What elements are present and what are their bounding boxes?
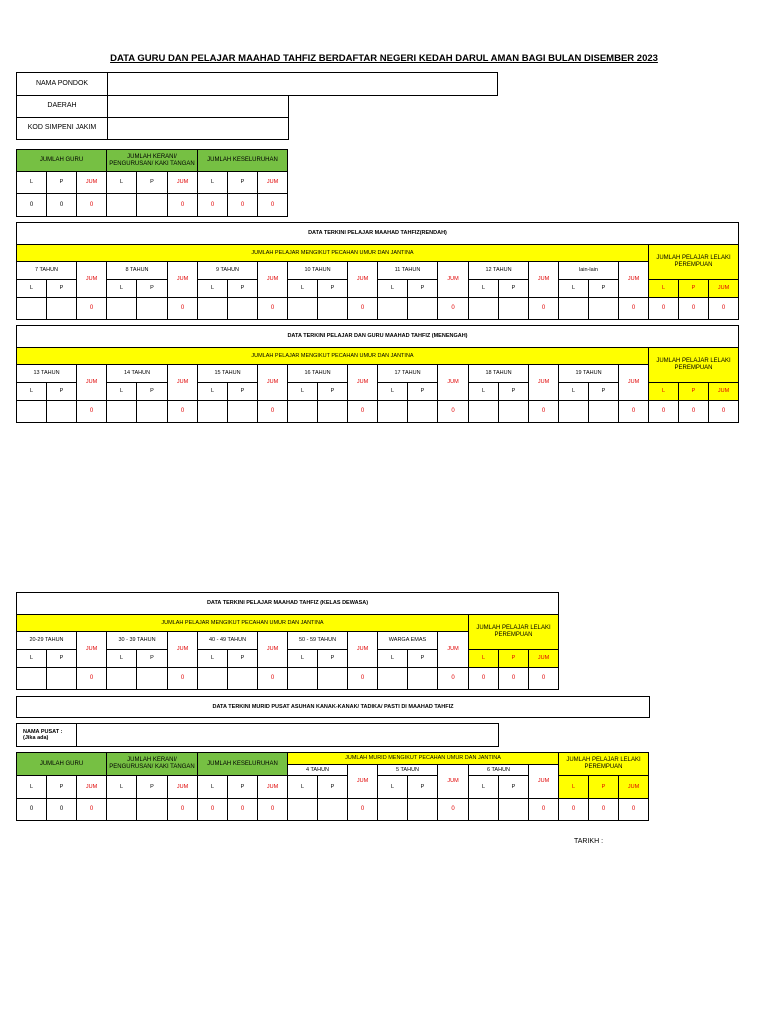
menengah-p-header: P	[407, 382, 438, 401]
rendah-total-p-header: P	[678, 279, 709, 298]
rendah-jum-value[interactable]: 0	[167, 297, 198, 320]
dewasa-l-header: L	[16, 649, 47, 668]
staff-value-cell[interactable]: 0	[227, 798, 258, 821]
rendah-p-header: P	[407, 279, 438, 298]
menengah-l-cell[interactable]	[197, 400, 228, 423]
dewasa-l-cell[interactable]	[377, 667, 408, 690]
daerah-field[interactable]	[107, 95, 289, 118]
rendah-p-header: P	[136, 279, 168, 298]
menengah-p-cell[interactable]	[498, 400, 529, 423]
menengah-p-cell[interactable]	[588, 400, 619, 423]
dewasa-jum-header: JUM	[257, 631, 288, 668]
rendah-age-header: 9 TAHUN	[197, 261, 258, 280]
tadika-p-cell[interactable]	[407, 798, 438, 821]
rendah-age-header: lain-lain	[558, 261, 619, 280]
rendah-jum-header: JUM	[437, 261, 469, 298]
tadika-jum-header: JUM	[437, 764, 469, 799]
menengah-l-cell[interactable]	[468, 400, 499, 423]
menengah-p-cell[interactable]	[136, 400, 168, 423]
dewasa-jum-value[interactable]: 0	[76, 667, 107, 690]
rendah-total-l-value[interactable]: 0	[648, 297, 679, 320]
menengah-jum-header: JUM	[76, 364, 107, 401]
rendah-age-header: 8 TAHUN	[106, 261, 168, 280]
menengah-jum-value[interactable]: 0	[618, 400, 649, 423]
menengah-total-jum-value[interactable]: 0	[708, 400, 739, 423]
jumlah-guru-header: JUMLAH GURU	[16, 149, 107, 172]
dewasa-jum-header: JUM	[437, 631, 469, 668]
rendah-subheader: JUMLAH PELAJAR MENGIKUT PECAHAN UMUR DAN JANTINA	[16, 244, 649, 262]
dewasa-jum-value[interactable]: 0	[437, 667, 469, 690]
kod-simpeni-label: KOD SIMPENI JAKIM	[16, 117, 108, 140]
rendah-total-label: JUMLAH PELAJAR LELAKI PEREMPUAN	[648, 244, 739, 280]
staff-value-cell[interactable]: 0	[197, 193, 228, 217]
rendah-jum-value[interactable]: 0	[618, 297, 649, 320]
jumlah-guru-header: JUMLAH GURU	[16, 752, 107, 776]
tadika-title: DATA TERKINI MURID PUSAT ASUHAN KANAK-KANAK/ TADIKA/ PASTI DI MAAHAD TAHFIZ	[16, 696, 650, 718]
staff-value-cell[interactable]: 0	[257, 193, 288, 217]
dewasa-l-cell[interactable]	[16, 667, 47, 690]
rendah-p-cell[interactable]	[498, 297, 529, 320]
rendah-p-cell[interactable]	[407, 297, 438, 320]
tadika-l-cell[interactable]	[468, 798, 499, 821]
tadika-jum-header: JUM	[347, 764, 378, 799]
rendah-total-jum-value[interactable]: 0	[708, 297, 739, 320]
tadika-jum-value[interactable]: 0	[528, 798, 559, 821]
daerah-label: DAERAH	[16, 95, 108, 118]
menengah-p-header: P	[136, 382, 168, 401]
nama-pondok-field[interactable]	[107, 72, 498, 96]
staff-value-cell[interactable]: 0	[16, 798, 47, 821]
rendah-p-header: P	[227, 279, 258, 298]
rendah-l-header: L	[377, 279, 408, 298]
kod-simpeni-field[interactable]	[107, 117, 289, 140]
jumlah-keseluruhan-header: JUMLAH KESELURUHAN	[197, 752, 288, 776]
rendah-p-cell[interactable]	[317, 297, 348, 320]
rendah-jum-value[interactable]: 0	[347, 297, 378, 320]
dewasa-jum-value[interactable]: 0	[167, 667, 198, 690]
menengah-p-header: P	[46, 382, 77, 401]
dewasa-age-header: 40 - 49 TAHUN	[197, 631, 258, 650]
tadika-jum-header: JUM	[528, 764, 559, 799]
rendah-jum-value[interactable]: 0	[528, 297, 559, 320]
menengah-age-header: 15 TAHUN	[197, 364, 258, 383]
menengah-total-label: JUMLAH PELAJAR LELAKI PEREMPUAN	[648, 347, 739, 383]
staff-value-cell[interactable]: 0	[76, 798, 107, 821]
rendah-p-cell[interactable]	[588, 297, 619, 320]
nama-pondok-label: NAMA PONDOK	[16, 72, 108, 96]
menengah-jum-value[interactable]: 0	[257, 400, 288, 423]
jumlah-kerani-header: JUMLAH KERANI/ PENGURUSAN/ KAKI TANGAN	[106, 752, 198, 776]
menengah-l-cell[interactable]	[287, 400, 318, 423]
tadika-l-header: L	[377, 775, 408, 799]
menengah-jum-value[interactable]: 0	[437, 400, 469, 423]
rendah-total-jum-header: JUM	[708, 279, 739, 298]
dewasa-subheader: JUMLAH PELAJAR MENGIKUT PECAHAN UMUR DAN JANTINA	[16, 614, 469, 632]
menengah-jum-header: JUM	[618, 364, 649, 401]
tadika-total-p-value[interactable]: 0	[588, 798, 619, 821]
staff-l-header: L	[16, 171, 47, 194]
menengah-total-p-value[interactable]: 0	[678, 400, 709, 423]
staff-value-cell[interactable]: 0	[197, 798, 228, 821]
menengah-p-header: P	[588, 382, 619, 401]
staff-value-cell[interactable]	[106, 193, 137, 217]
rendah-l-cell[interactable]	[106, 297, 137, 320]
menengah-l-cell[interactable]	[106, 400, 137, 423]
staff-jum-header: JUM	[76, 775, 107, 799]
dewasa-p-header: P	[136, 649, 168, 668]
staff-value-cell[interactable]: 0	[257, 798, 288, 821]
tadika-p-header: P	[317, 775, 348, 799]
tadika-total-label: JUMLAH PELAJAR LELAKI PEREMPUAN	[558, 752, 649, 776]
rendah-l-header: L	[287, 279, 318, 298]
dewasa-l-cell[interactable]	[106, 667, 137, 690]
rendah-l-cell[interactable]	[287, 297, 318, 320]
rendah-jum-header: JUM	[167, 261, 198, 298]
menengah-age-header: 19 TAHUN	[558, 364, 619, 383]
menengah-age-header: 14 TAHUN	[106, 364, 168, 383]
tadika-p-header: P	[498, 775, 529, 799]
dewasa-jum-header: JUM	[76, 631, 107, 668]
menengah-l-cell[interactable]	[558, 400, 589, 423]
menengah-p-header: P	[227, 382, 258, 401]
staff-l-header: L	[16, 775, 47, 799]
rendah-l-header: L	[468, 279, 499, 298]
staff-jum-header: JUM	[76, 171, 107, 194]
tadika-subheader: JUMLAH MURID MENGIKUT PECAHAN UMUR DAN JANTINA	[287, 752, 559, 765]
staff-p-header: P	[227, 775, 258, 799]
staff-p-header: P	[136, 775, 168, 799]
rendah-age-header: 7 TAHUN	[16, 261, 77, 280]
tadika-total-l-header: L	[558, 775, 589, 799]
dewasa-total-p-value[interactable]: 0	[498, 667, 529, 690]
tadika-age-header: 6 TAHUN	[468, 764, 529, 776]
staff-p-header: P	[46, 171, 77, 194]
rendah-p-header: P	[588, 279, 619, 298]
dewasa-age-header: 50 - 59 TAHUN	[287, 631, 348, 650]
staff-l-header: L	[197, 171, 228, 194]
tadika-age-header: 4 TAHUN	[287, 764, 348, 776]
rendah-total-p-value[interactable]: 0	[678, 297, 709, 320]
dewasa-p-cell[interactable]	[317, 667, 348, 690]
menengah-l-header: L	[558, 382, 589, 401]
rendah-l-cell[interactable]	[468, 297, 499, 320]
dewasa-p-header: P	[227, 649, 258, 668]
tadika-jum-value[interactable]: 0	[347, 798, 378, 821]
dewasa-p-header: P	[407, 649, 438, 668]
menengah-l-header: L	[468, 382, 499, 401]
rendah-title: DATA TERKINI PELAJAR MAAHAD TAHFIZ(RENDAH)	[16, 222, 739, 245]
tadika-l-cell[interactable]	[377, 798, 408, 821]
tadika-l-header: L	[468, 775, 499, 799]
menengah-l-header: L	[377, 382, 408, 401]
menengah-l-header: L	[16, 382, 47, 401]
menengah-total-l-header: L	[648, 382, 679, 401]
staff-l-header: L	[197, 775, 228, 799]
staff-l-header: L	[106, 775, 137, 799]
menengah-l-header: L	[106, 382, 137, 401]
menengah-p-cell[interactable]	[227, 400, 258, 423]
rendah-jum-value[interactable]: 0	[257, 297, 288, 320]
menengah-jum-header: JUM	[167, 364, 198, 401]
jumlah-keseluruhan-header: JUMLAH KESELURUHAN	[197, 149, 288, 172]
rendah-l-header: L	[16, 279, 47, 298]
menengah-total-jum-header: JUM	[708, 382, 739, 401]
menengah-p-header: P	[317, 382, 348, 401]
staff-value-cell[interactable]: 0	[46, 798, 77, 821]
tadika-p-header: P	[407, 775, 438, 799]
staff-value-cell[interactable]	[106, 798, 137, 821]
menengah-age-header: 17 TAHUN	[377, 364, 438, 383]
menengah-age-header: 13 TAHUN	[16, 364, 77, 383]
rendah-l-header: L	[106, 279, 137, 298]
menengah-l-cell[interactable]	[377, 400, 408, 423]
menengah-total-p-header: P	[678, 382, 709, 401]
menengah-jum-header: JUM	[347, 364, 378, 401]
jika-ada-text: (Jika ada)	[23, 735, 49, 741]
rendah-jum-header: JUM	[528, 261, 559, 298]
staff-value-cell[interactable]	[136, 798, 168, 821]
dewasa-l-cell[interactable]	[197, 667, 228, 690]
nama-pusat-field[interactable]	[76, 723, 499, 747]
dewasa-total-l-value[interactable]: 0	[468, 667, 499, 690]
staff-value-cell[interactable]	[136, 193, 168, 217]
staff-p-header: P	[46, 775, 77, 799]
tadika-p-cell[interactable]	[498, 798, 529, 821]
dewasa-l-cell[interactable]	[287, 667, 318, 690]
dewasa-l-header: L	[287, 649, 318, 668]
dewasa-jum-value[interactable]: 0	[347, 667, 378, 690]
menengah-age-header: 16 TAHUN	[287, 364, 348, 383]
menengah-jum-header: JUM	[257, 364, 288, 401]
jumlah-kerani-header: JUMLAH KERANI/ PENGURUSAN/ KAKI TANGAN	[106, 149, 198, 172]
rendah-p-cell[interactable]	[136, 297, 168, 320]
rendah-l-header: L	[197, 279, 228, 298]
rendah-l-cell[interactable]	[377, 297, 408, 320]
dewasa-jum-value[interactable]: 0	[257, 667, 288, 690]
staff-value-cell[interactable]: 0	[167, 798, 198, 821]
page-title: DATA GURU DAN PELAJAR MAAHAD TAHFIZ BERDAFTAR NEGERI KEDAH DARUL AMAN BAGI BULAN DISEMBER 2023	[110, 53, 658, 64]
rendah-age-header: 11 TAHUN	[377, 261, 438, 280]
menengah-p-cell[interactable]	[407, 400, 438, 423]
dewasa-p-header: P	[317, 649, 348, 668]
staff-value-cell[interactable]: 0	[227, 193, 258, 217]
staff-l-header: L	[106, 171, 137, 194]
dewasa-age-header: WARGA EMAS	[377, 631, 438, 650]
dewasa-p-cell[interactable]	[407, 667, 438, 690]
staff-p-header: P	[136, 171, 168, 194]
dewasa-total-jum-value[interactable]: 0	[528, 667, 559, 690]
menengah-jum-value[interactable]: 0	[167, 400, 198, 423]
menengah-jum-value[interactable]: 0	[76, 400, 107, 423]
menengah-p-cell[interactable]	[317, 400, 348, 423]
tadika-total-jum-value[interactable]: 0	[618, 798, 649, 821]
dewasa-total-jum-header: JUM	[528, 649, 559, 668]
rendah-jum-value[interactable]: 0	[437, 297, 469, 320]
dewasa-title: DATA TERKINI PELAJAR MAAHAD TAHFIZ (KELAS DEWASA)	[16, 592, 559, 615]
staff-jum-header: JUM	[257, 775, 288, 799]
menengah-age-header: 18 TAHUN	[468, 364, 529, 383]
staff-jum-header: JUM	[167, 171, 198, 194]
dewasa-total-p-header: P	[498, 649, 529, 668]
rendah-l-cell[interactable]	[197, 297, 228, 320]
dewasa-jum-header: JUM	[167, 631, 198, 668]
menengah-jum-value[interactable]: 0	[528, 400, 559, 423]
menengah-jum-header: JUM	[528, 364, 559, 401]
menengah-jum-value[interactable]: 0	[347, 400, 378, 423]
staff-value-cell[interactable]: 0	[167, 193, 198, 217]
dewasa-l-header: L	[197, 649, 228, 668]
tadika-jum-value[interactable]: 0	[437, 798, 469, 821]
rendah-l-header: L	[558, 279, 589, 298]
dewasa-age-header: 30 - 39 TAHUN	[106, 631, 168, 650]
menengah-l-header: L	[287, 382, 318, 401]
nama-pusat-text: NAMA PUSAT :	[23, 728, 63, 735]
staff-value-cell[interactable]: 0	[76, 193, 107, 217]
menengah-l-cell[interactable]	[16, 400, 47, 423]
menengah-title: DATA TERKINI PELAJAR DAN GURU MAAHAD TAHFIZ (MENENGAH)	[16, 325, 739, 348]
rendah-l-cell[interactable]	[558, 297, 589, 320]
staff-value-cell[interactable]: 0	[16, 193, 47, 217]
rendah-l-cell[interactable]	[16, 297, 47, 320]
dewasa-total-l-header: L	[468, 649, 499, 668]
dewasa-p-cell[interactable]	[227, 667, 258, 690]
dewasa-age-header: 20-29 TAHUN	[16, 631, 77, 650]
rendah-p-cell[interactable]	[46, 297, 77, 320]
tadika-l-cell[interactable]	[287, 798, 318, 821]
tadika-total-jum-header: JUM	[618, 775, 649, 799]
tadika-p-cell[interactable]	[317, 798, 348, 821]
menengah-jum-header: JUM	[437, 364, 469, 401]
dewasa-p-cell[interactable]	[46, 667, 77, 690]
tadika-l-header: L	[287, 775, 318, 799]
tarikh-label: TARIKH :	[574, 838, 604, 845]
tadika-age-header: 5 TAHUN	[377, 764, 438, 776]
rendah-jum-header: JUM	[347, 261, 378, 298]
staff-jum-header: JUM	[167, 775, 198, 799]
menengah-total-l-value[interactable]: 0	[648, 400, 679, 423]
rendah-age-header: 10 TAHUN	[287, 261, 348, 280]
menengah-p-cell[interactable]	[46, 400, 77, 423]
rendah-p-header: P	[498, 279, 529, 298]
dewasa-l-header: L	[106, 649, 137, 668]
rendah-total-l-header: L	[648, 279, 679, 298]
dewasa-l-header: L	[377, 649, 408, 668]
staff-jum-header: JUM	[257, 171, 288, 194]
tadika-total-l-value[interactable]: 0	[558, 798, 589, 821]
dewasa-total-label: JUMLAH PELAJAR LELAKI PEREMPUAN	[468, 614, 559, 650]
tadika-total-p-header: P	[588, 775, 619, 799]
nama-pusat-label	[16, 723, 77, 747]
menengah-p-header: P	[498, 382, 529, 401]
rendah-jum-header: JUM	[618, 261, 649, 298]
rendah-jum-header: JUM	[76, 261, 107, 298]
staff-value-cell[interactable]: 0	[46, 193, 77, 217]
dewasa-p-header: P	[46, 649, 77, 668]
menengah-subheader: JUMLAH PELAJAR MENGIKUT PECAHAN UMUR DAN JANTINA	[16, 347, 649, 365]
rendah-p-header: P	[46, 279, 77, 298]
dewasa-jum-header: JUM	[347, 631, 378, 668]
rendah-age-header: 12 TAHUN	[468, 261, 529, 280]
rendah-p-header: P	[317, 279, 348, 298]
dewasa-p-cell[interactable]	[136, 667, 168, 690]
staff-p-header: P	[227, 171, 258, 194]
menengah-l-header: L	[197, 382, 228, 401]
rendah-jum-value[interactable]: 0	[76, 297, 107, 320]
rendah-p-cell[interactable]	[227, 297, 258, 320]
rendah-jum-header: JUM	[257, 261, 288, 298]
